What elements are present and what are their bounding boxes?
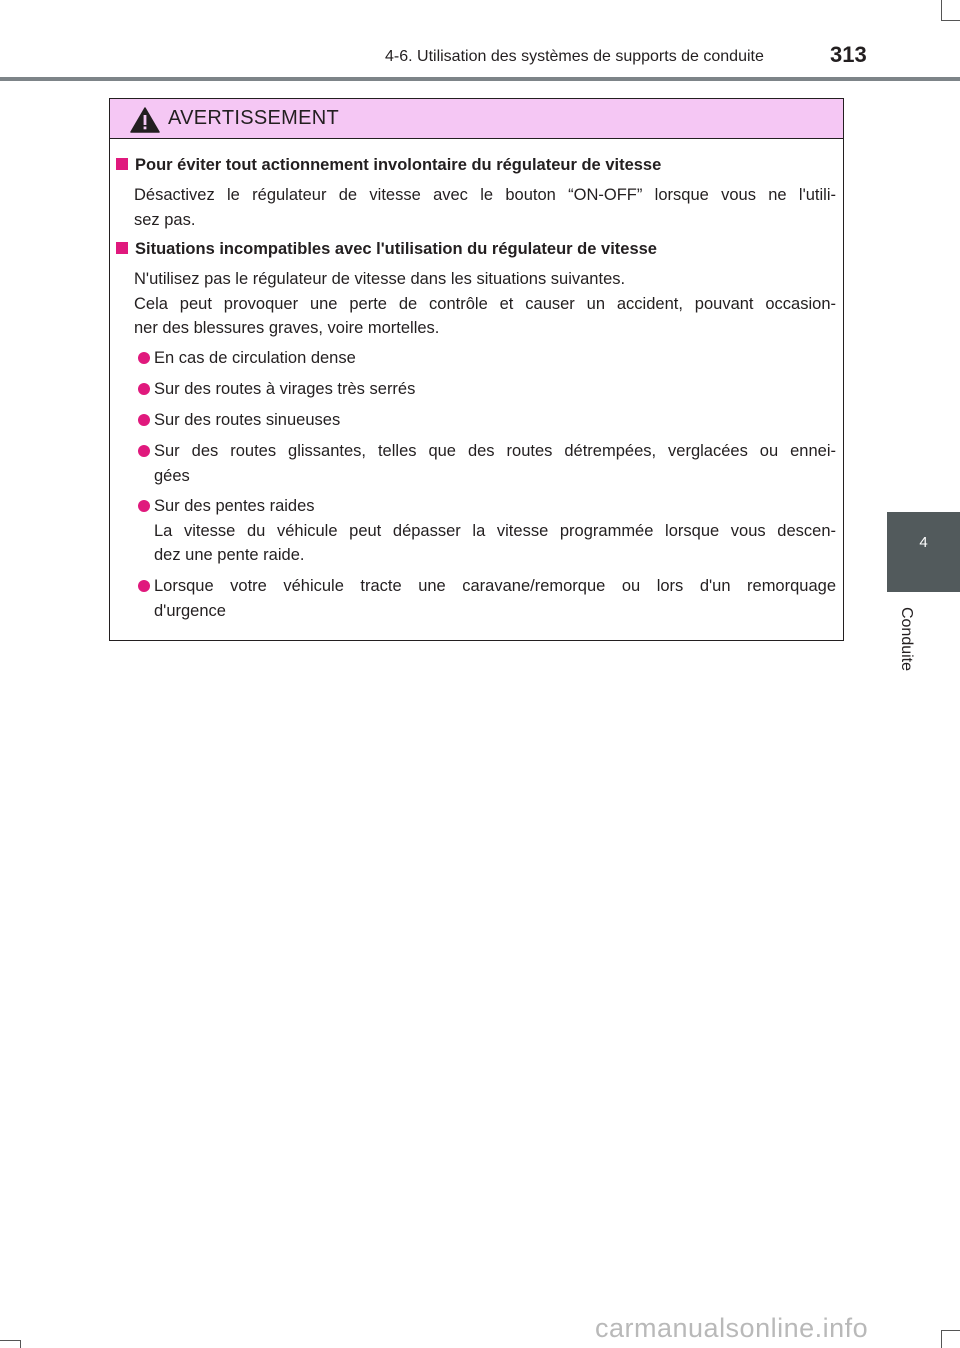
list-item: Sur des pentes raides La vitesse du véhicule peut dépasser la vitesse programmée lorsque vous descen- dez une pente raide. <box>138 494 836 568</box>
warning-title: AVERTISSEMENT <box>168 107 339 129</box>
square-bullet-icon <box>116 242 128 254</box>
round-bullet-icon <box>138 580 150 592</box>
chapter-tab <box>887 512 960 592</box>
warning-header <box>110 99 843 139</box>
list-item: Sur des routes glissantes, telles que des routes détrempées, verglacées ou ennei- gées <box>138 439 836 488</box>
round-bullet-icon <box>138 383 150 395</box>
crop-mark <box>941 1330 942 1348</box>
list-item: Sur des routes sinueuses <box>138 408 836 433</box>
chapter-label-text: Conduite <box>898 606 915 672</box>
list-item: En cas de circulation dense <box>138 346 836 371</box>
round-bullet-icon <box>138 414 150 426</box>
round-bullet-icon <box>138 352 150 364</box>
section-text: N'utilisez pas le régulateur de vitesse dans les situations suivantes. Cela peut provoquer une perte de contrôle et causer un accident, pouvant occasion- ner des blessures graves, voire mortelles. <box>134 270 836 337</box>
section-title: Situations incompatibles avec l'utilisation du régulateur de vitesse <box>116 240 657 259</box>
round-bullet-icon <box>138 445 150 457</box>
watermark: carmanualsonline.info <box>595 1313 869 1343</box>
list-item: Sur des routes à virages très serrés <box>138 377 836 402</box>
warning-triangle-icon <box>130 107 160 133</box>
chapter-label <box>897 604 915 674</box>
warning-box <box>109 98 844 641</box>
crop-mark <box>941 0 942 20</box>
page-number: 313 <box>830 42 867 67</box>
chapter-number: 4 <box>919 534 928 551</box>
crop-mark <box>941 1330 960 1331</box>
square-bullet-icon <box>116 158 128 170</box>
crop-mark <box>941 20 960 21</box>
round-bullet-icon <box>138 500 150 512</box>
running-header-section: 4-6. Utilisation des systèmes de supports de conduite <box>385 48 764 65</box>
crop-mark <box>20 1340 21 1348</box>
header-rule <box>0 77 960 81</box>
section-text: Désactivez le régulateur de vitesse avec le bouton “ON-OFF” lorsque vous ne l'utili- sez pas. <box>134 186 836 229</box>
crop-mark <box>0 1340 20 1341</box>
list-item: Lorsque votre véhicule tracte une caravane/remorque ou lors d'un remorquage d'urgence <box>138 574 836 623</box>
section-title: Pour éviter tout actionnement involontaire du régulateur de vitesse <box>116 156 661 175</box>
